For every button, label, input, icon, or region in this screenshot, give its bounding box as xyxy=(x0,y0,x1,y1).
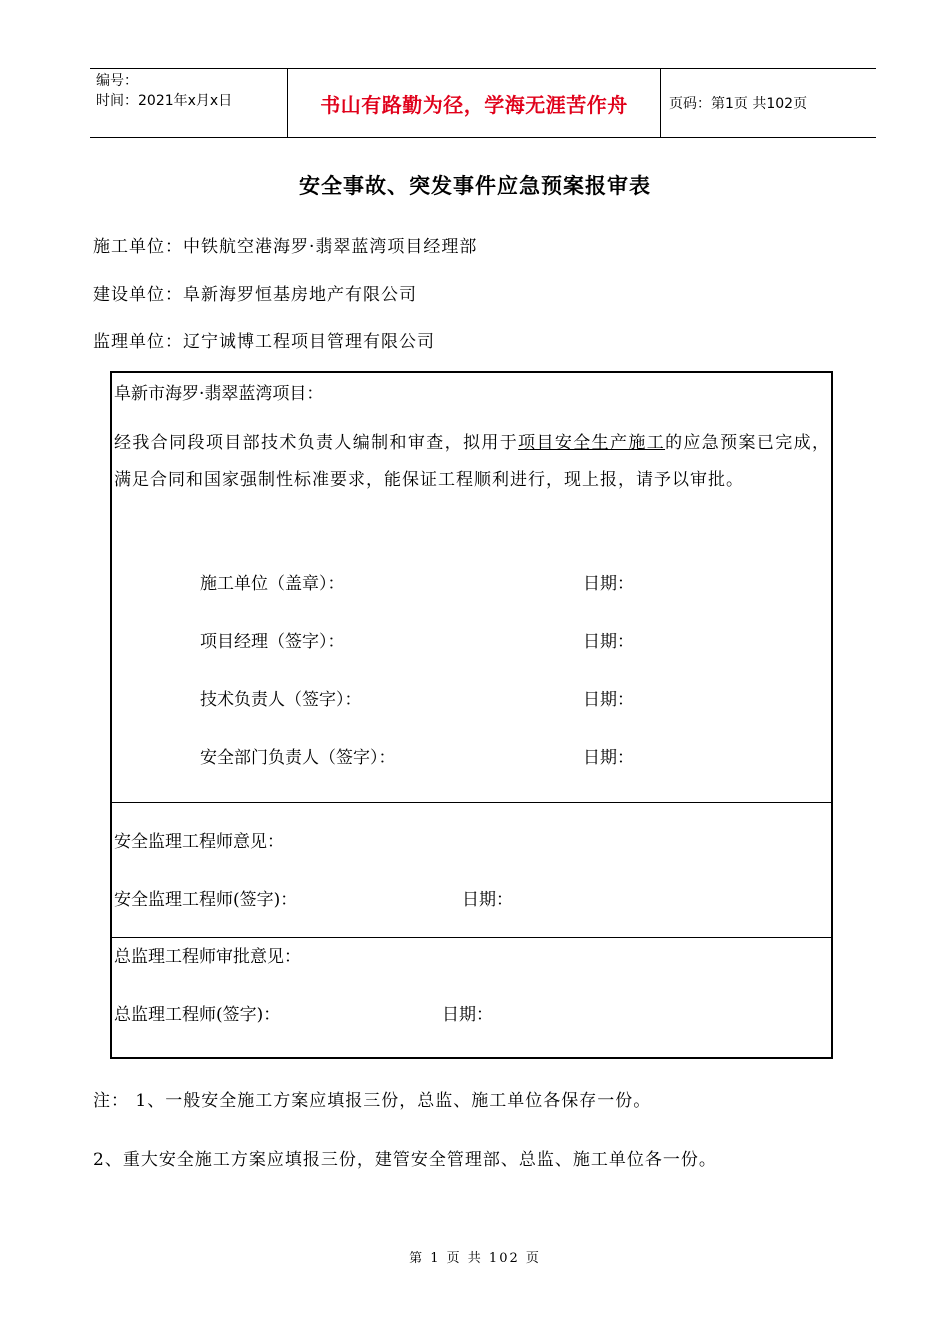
chief-sign-label: 总监理工程师(签字)： xyxy=(114,1005,281,1025)
time-label: 时间：2021年x月x日 xyxy=(96,93,233,109)
divider xyxy=(112,802,831,803)
document-title: 安全事故、突发事件应急预案报审表 xyxy=(299,173,651,198)
form-recipient: 阜新市海罗·翡翠蓝湾项目： xyxy=(114,384,324,404)
safety-sign-label: 安全监理工程师(签字)： xyxy=(114,890,298,910)
sign-date-construction: 日期： xyxy=(583,574,634,594)
header-motto: 书山有路勤为径，学海无涯苦作舟 xyxy=(287,69,661,137)
header-meta xyxy=(90,69,287,137)
number-label: 编号： xyxy=(96,73,138,89)
chief-opinion-label: 总监理工程师审批意见： xyxy=(114,947,301,967)
para-before: 经我合同段项目部技术负责人编制和审查，拟用于 xyxy=(114,433,519,453)
sign-date-safety-dept: 日期： xyxy=(583,748,634,768)
note-2: 2、重大安全施工方案应填报三份，建管安全管理部、总监、施工单位各一份。 xyxy=(93,1150,717,1170)
sign-label-manager: 项目经理（签字）： xyxy=(200,632,345,652)
sign-date-tech: 日期： xyxy=(583,690,634,710)
safety-opinion-label: 安全监理工程师意见： xyxy=(114,832,284,852)
sign-label-tech: 技术负责人（签字）： xyxy=(200,690,362,710)
chief-date-label: 日期： xyxy=(442,1005,493,1025)
builder-unit: 建设单位：阜新海罗恒基房地产有限公司 xyxy=(93,285,417,305)
form-paragraph xyxy=(114,425,830,499)
page-footer: 第 1 页 共 102 页 xyxy=(409,1251,541,1266)
sign-date-manager: 日期： xyxy=(583,632,634,652)
header-page-info: 页码：第1页 共102页 xyxy=(669,96,808,112)
para-underlined: 项目安全生产施工 xyxy=(518,433,666,453)
divider xyxy=(112,937,831,938)
construction-unit: 施工单位：中铁航空港海罗·翡翠蓝湾项目经理部 xyxy=(93,237,478,257)
note-1: 注： 1、一般安全施工方案应填报三份，总监、施工单位各保存一份。 xyxy=(93,1091,652,1111)
document-header xyxy=(90,68,876,138)
para-after: 的应急预案已完成，满足合同和国家强制性标准要求，能保证工程顺利进行，现上报，请予以审批。 xyxy=(114,433,831,490)
supervision-unit: 监理单位：辽宁诚博工程项目管理有限公司 xyxy=(93,332,435,352)
sign-label-construction: 施工单位（盖章）： xyxy=(200,574,345,594)
approval-form xyxy=(110,371,833,1059)
safety-date-label: 日期： xyxy=(462,890,513,910)
sign-label-safety-dept: 安全部门负责人（签字）： xyxy=(200,748,396,768)
